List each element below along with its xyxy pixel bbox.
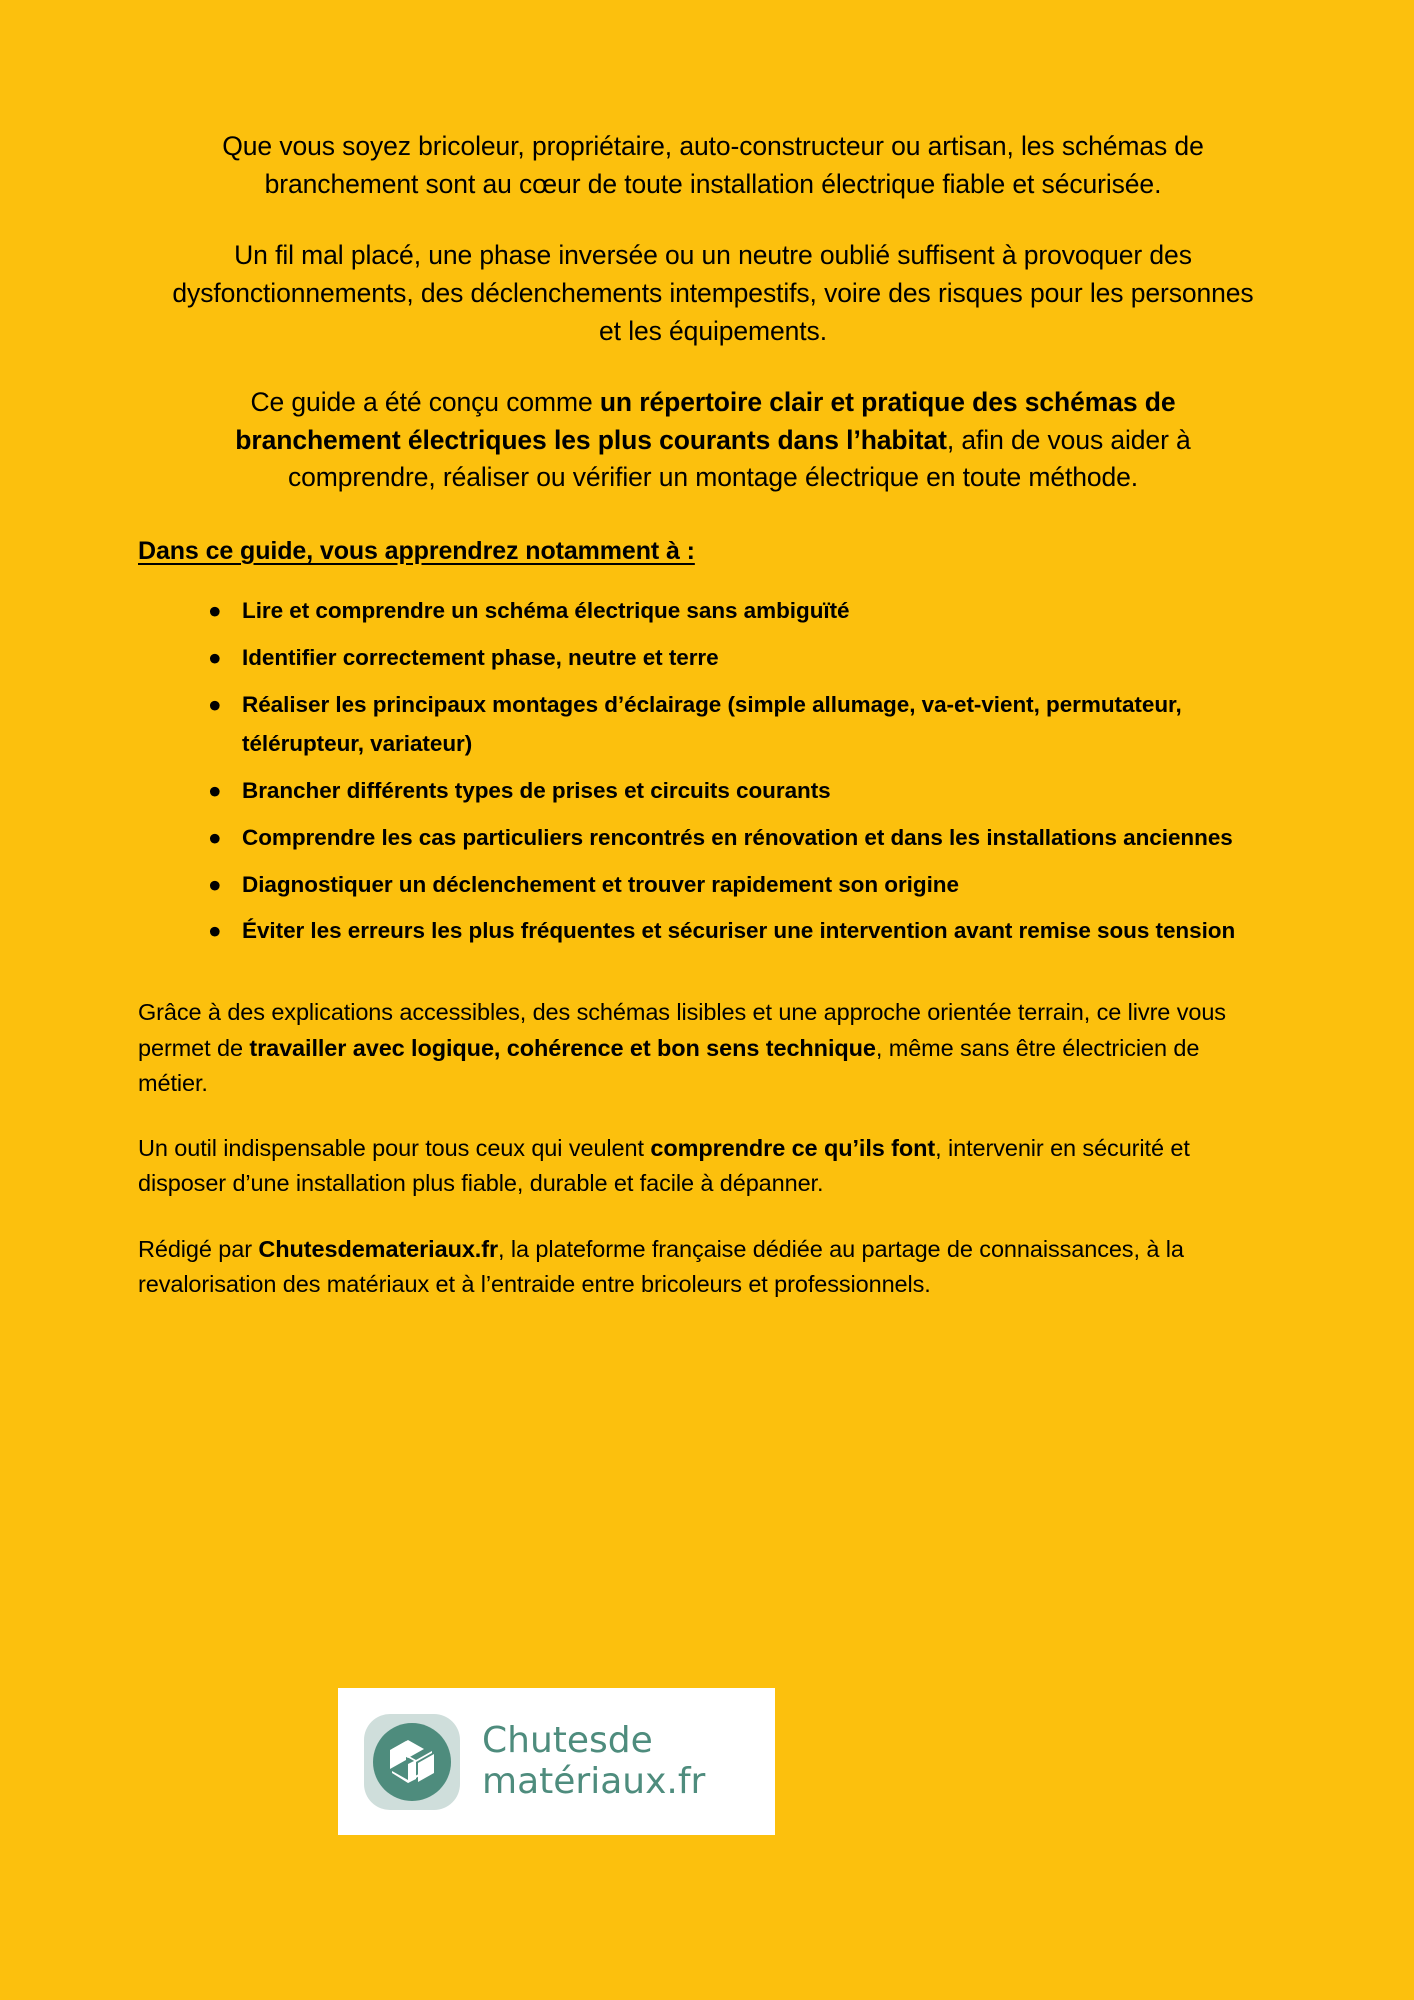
list-item [208, 912, 1258, 951]
closing-paragraph-2-emphasis: comprendre ce qu’ils font [650, 1135, 936, 1162]
bullet-icon: ● [208, 777, 222, 803]
closing-paragraph-1-emphasis: travailler avec logique, cohérence et bon sens technique [249, 1034, 876, 1061]
document-content [138, 128, 1258, 1332]
list-item-label: Lire et comprendre un schéma électrique sans ambiguïté [242, 598, 850, 623]
intro-paragraph-1: Que vous soyez bricoleur, propriétaire, auto-constructeur ou artisan, les schémas de branchement sont au cœur de toute installation électrique fiable et sécurisée. [222, 131, 1204, 199]
brand-name: Chutesdemateriaux.fr [258, 1235, 499, 1262]
list-item-label: Comprendre les cas particuliers rencontrés en rénovation et dans les installations anciennes [242, 824, 1233, 850]
recycled-cube-icon [386, 1734, 438, 1790]
closing-paragraph-3-lead: Rédigé par [138, 1235, 259, 1262]
bullet-icon: ● [208, 644, 222, 670]
bullet-icon: ● [208, 871, 222, 897]
goals-heading: Dans ce guide, vous apprendrez notamment à : [138, 537, 695, 565]
goals-list [168, 592, 1258, 951]
closing-paragraph-1-lead: Grâce à des explications accessibles, des schémas lisibles et une approche orientée terrain, ce livre vous permet de [138, 999, 1226, 1061]
closing-paragraph-2-tail: , intervenir en sécurité et disposer d’une installation plus fiable, durable et facile à dépanner. [138, 1135, 1190, 1197]
list-item-label: Identifier correctement phase, neutre et terre [242, 644, 719, 670]
bullet-icon: ● [208, 918, 222, 944]
list-item-label: Diagnostiquer un déclenchement et trouver rapidement son origine [242, 871, 959, 897]
closing-paragraph-1-tail: , même sans être électricien de métier. [138, 1034, 1200, 1096]
brand-logo [338, 1688, 775, 1835]
intro-paragraph-3-lead: Ce guide a été conçu comme [250, 387, 600, 418]
list-item [208, 819, 1258, 858]
closing-paragraph-2 [138, 1131, 1238, 1202]
list-item [208, 592, 1258, 631]
intro-paragraph-3-tail: , afin de vous aider à comprendre, réaliser ou vérifier un montage électrique en toute méthode. [287, 424, 1191, 493]
list-item [208, 866, 1258, 905]
logo-wordmark-line-1: Chutesde [482, 1720, 653, 1762]
list-item-label: Réaliser les principaux montages d’éclairage (simple allumage, va-et-vient, permutateur, télérupteur, variateur) [242, 691, 1182, 756]
logo-wordmark-line-2: matériaux.fr [482, 1760, 706, 1802]
list-item [208, 772, 1258, 811]
logo-wordmark [482, 1721, 705, 1802]
list-item [208, 686, 1258, 764]
intro-paragraph-3 [168, 384, 1258, 497]
closing-paragraph-2-lead: Un outil indispensable pour tous ceux qui veulent [138, 1135, 651, 1162]
bullet-icon: ● [208, 598, 222, 623]
intro-paragraph-2: Un fil mal placé, une phase inversée ou un neutre oublié suffisent à provoquer des dysfonctionnements, des déclenchements intempestifs, voire des risques pour les personnes et les équipements. [172, 240, 1254, 346]
list-item-label: Brancher différents types de prises et circuits courants [242, 777, 831, 803]
bullet-icon: ● [208, 691, 222, 717]
closing-paragraph-1 [138, 995, 1238, 1101]
logo-badge [364, 1714, 460, 1810]
list-item-label: Éviter les erreurs les plus fréquentes et sécuriser une intervention avant remise sous tension [242, 918, 1236, 944]
bullet-icon: ● [208, 824, 222, 850]
closing-paragraph-3 [138, 1232, 1238, 1303]
logo-circle [373, 1723, 451, 1801]
list-item [208, 639, 1258, 678]
closing-paragraph-3-tail: , la plateforme française dédiée au partage de connaissances, à la revalorisation des matériaux et à l’entraide entre bricoleurs et professionnels. [138, 1235, 1184, 1297]
intro-paragraph-3-emphasis: un répertoire clair et pratique des schémas de branchement électriques les plus courants dans l’habitat [235, 387, 1176, 455]
